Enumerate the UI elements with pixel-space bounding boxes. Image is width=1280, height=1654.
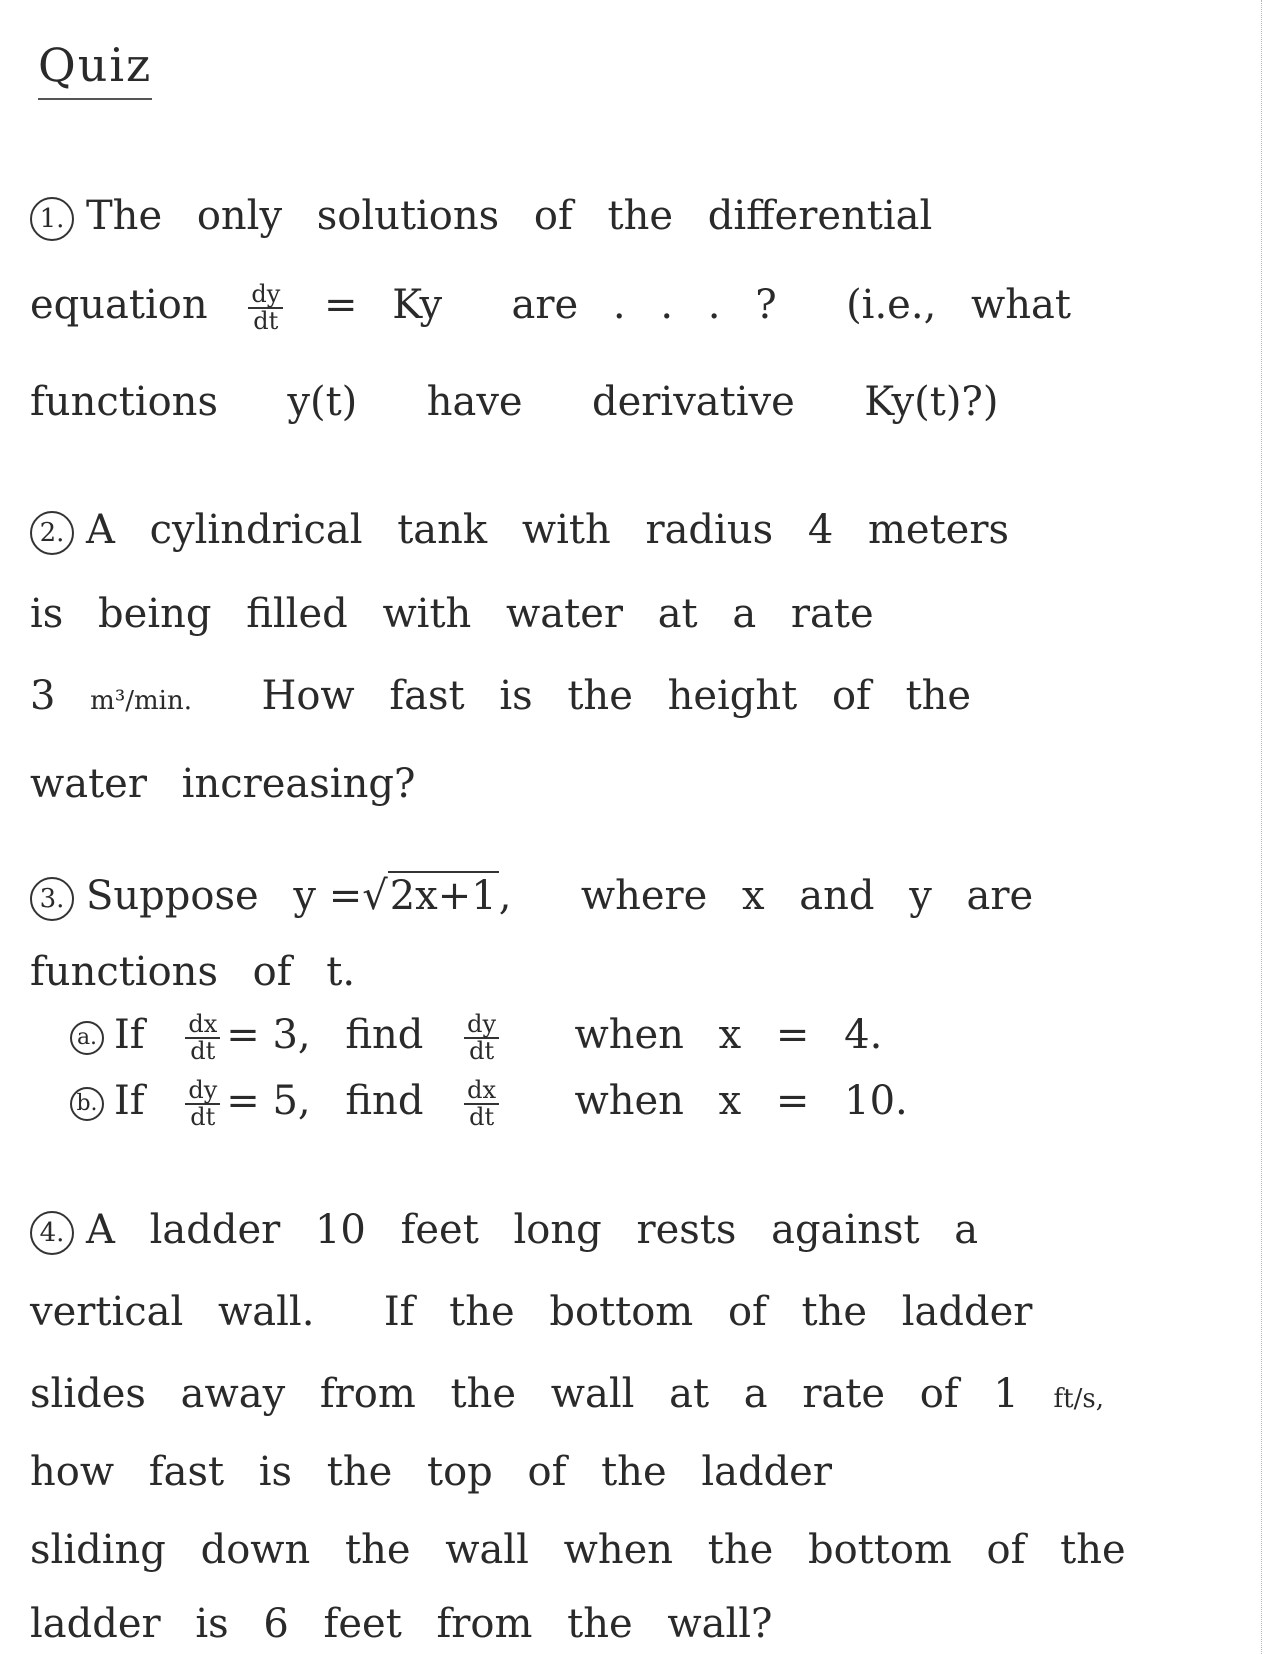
q1-line-3 — [30, 379, 999, 425]
q3a-equals: = 3, — [226, 1012, 311, 1059]
q1-text-3: functions y(t) have derivative Ky(t)?) — [30, 379, 999, 425]
q1-deriv-den: dt — [253, 307, 279, 336]
q1-derivative — [248, 282, 283, 334]
q4-text-1: A ladder 10 feet long rests against a — [86, 1207, 979, 1253]
page-edge — [1261, 0, 1262, 1654]
q3a-when: when x = 4. — [574, 1012, 883, 1059]
q3b-find: find — [345, 1078, 424, 1125]
q3-part-b — [70, 1078, 908, 1130]
q4-text-3: slides away from the wall at a rate of 1 — [30, 1371, 1019, 1417]
q2-text-4: water increasing? — [30, 761, 416, 807]
q3a-if: If — [114, 1012, 145, 1059]
q4-line-4 — [30, 1449, 832, 1495]
q4-text-6: ladder is 6 feet from the wall? — [30, 1601, 773, 1647]
q2-line-2 — [30, 591, 874, 637]
q4-text-2: vertical wall. If the bottom of the ladder — [30, 1289, 1033, 1335]
q2-text-3: How fast is the height of the — [261, 673, 972, 719]
q3b-equals: = 5, — [226, 1078, 311, 1125]
q3b-label: b. — [70, 1087, 104, 1121]
q1-text-2a: equation — [30, 282, 208, 329]
q3a-given-rate — [185, 1012, 220, 1064]
q2-number: 2. — [30, 511, 74, 555]
q1-line-2 — [30, 282, 1071, 334]
q3-number: 3. — [30, 877, 74, 921]
q3b-given-num: dy — [185, 1078, 220, 1105]
q2-line-1 — [30, 507, 1009, 555]
q2-rate-unit: m³/min. — [90, 686, 192, 716]
q3-sqrt: √2x+1 — [362, 873, 497, 919]
q4-rate-unit: ft/s, — [1053, 1384, 1104, 1414]
q3b-target-rate — [464, 1078, 499, 1130]
q2-rate-value: 3 — [30, 673, 56, 719]
q1-text-2b: = Ky are . . . ? (i.e., what — [323, 282, 1071, 329]
q3b-target-den: dt — [469, 1103, 495, 1132]
q4-text-4: how fast is the top of the ladder — [30, 1449, 832, 1495]
q2-text-2: is being filled with water at a rate — [30, 591, 874, 637]
q3-text-2: functions of t. — [30, 949, 356, 995]
q3a-target-den: dt — [469, 1037, 495, 1066]
q4-text-5: sliding down the wall when the bottom of the — [30, 1527, 1126, 1573]
q3-line-2 — [30, 949, 356, 995]
q2-line-3 — [30, 673, 972, 719]
q4-line-6 — [30, 1601, 773, 1647]
q1-line-1 — [30, 193, 933, 241]
q3a-find: find — [345, 1012, 424, 1059]
q3b-target-num: dx — [464, 1078, 499, 1105]
q3-y-equals: y = — [293, 873, 363, 919]
q3a-target-num: dy — [464, 1012, 499, 1039]
q3b-when: when x = 10. — [574, 1078, 908, 1125]
q3-text-1b: , where x and y are — [498, 873, 1034, 919]
q2-line-4 — [30, 761, 416, 807]
q3-part-a — [70, 1012, 882, 1064]
q3a-target-rate — [464, 1012, 499, 1064]
q3a-given-den: dt — [190, 1037, 216, 1066]
q3a-given-num: dx — [185, 1012, 220, 1039]
q3a-label: a. — [70, 1021, 104, 1055]
q1-text-1: The only solutions of the differential — [86, 193, 933, 239]
q1-deriv-num: dy — [248, 282, 283, 309]
q4-number: 4. — [30, 1211, 74, 1255]
q3b-if: If — [114, 1078, 145, 1125]
q4-line-5 — [30, 1527, 1126, 1573]
page-title: Quiz — [38, 42, 152, 100]
q4-line-2 — [30, 1289, 1033, 1335]
q3-radicand: 2x+1 — [389, 873, 497, 919]
q3-suppose: Suppose — [86, 873, 259, 919]
q3b-given-rate — [185, 1078, 220, 1130]
q4-line-1 — [30, 1207, 979, 1255]
q1-number: 1. — [30, 197, 74, 241]
q4-line-3 — [30, 1371, 1104, 1417]
q2-text-1: A cylindrical tank with radius 4 meters — [86, 507, 1009, 553]
q3-line-1 — [30, 873, 1034, 921]
q3b-given-den: dt — [190, 1103, 216, 1132]
